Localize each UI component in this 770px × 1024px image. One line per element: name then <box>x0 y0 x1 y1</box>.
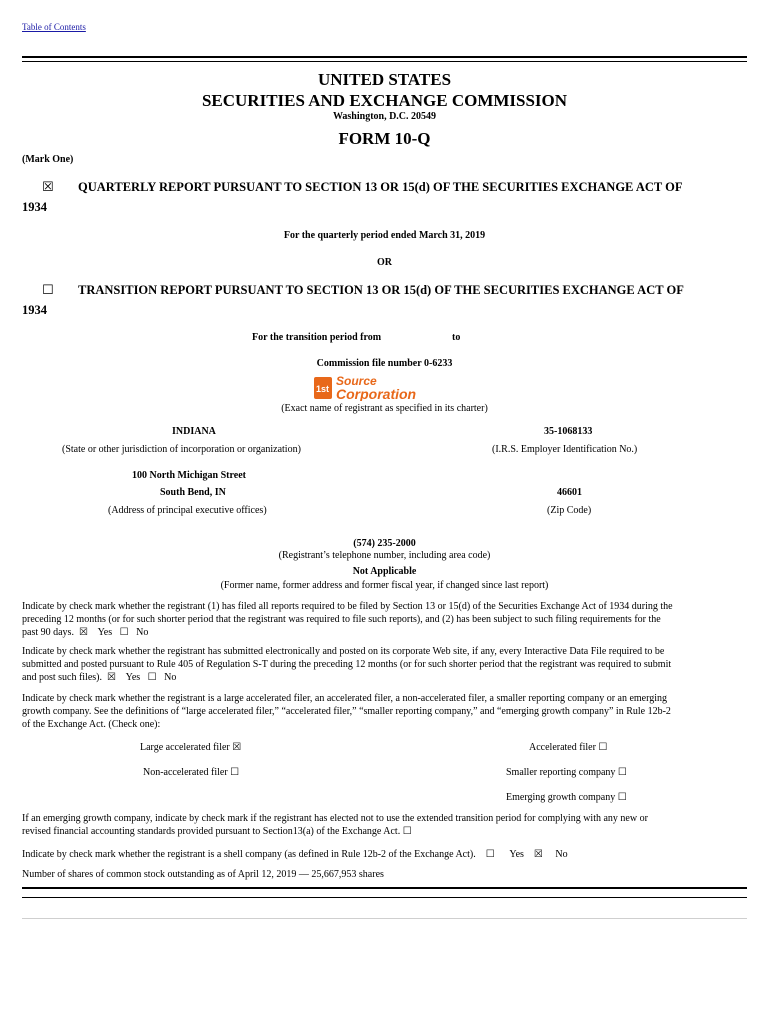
registrant-name-caption: (Exact name of registrant as specified in its charter) <box>281 403 488 414</box>
mark-one-label: (Mark One) <box>22 154 74 165</box>
non-accelerated-filer-checkbox-icon: ☐ <box>230 767 240 778</box>
top-rule-thick <box>22 56 747 58</box>
para3-line2: growth company. See the definitions of “large accelerated filer,” “accelerated filer,” “smaller reporting company,” and “emerging growth company” in Rule 12b-2 <box>22 706 671 717</box>
para1-line2: preceding 12 months (or for such shorter period that the registrant was required to file such reports), and (2) has been subject to such filing requirements for the <box>22 614 661 625</box>
zip-caption: (Zip Code) <box>547 505 592 516</box>
para1-yes-label: Yes <box>97 627 113 638</box>
address-line2: South Bend, IN <box>160 487 226 498</box>
para2-line3 <box>22 671 747 684</box>
smaller-reporting-company-label: Smaller reporting company <box>506 767 616 778</box>
accelerated-filer-checkbox-icon: ☐ <box>598 742 608 753</box>
title-sec: SECURITIES AND EXCHANGE COMMISSION <box>201 91 568 110</box>
title-united-states: UNITED STATES <box>317 70 452 89</box>
bottom-rule-thick <box>22 887 747 889</box>
table-of-contents-link[interactable]: Table of Contents <box>22 22 86 32</box>
shell-company-line <box>22 849 568 860</box>
para3-line1: Indicate by check mark whether the registrant is a large accelerated filer, an accelerated filer, a non-accelerated filer, a smaller reporting company or an emerging <box>22 693 668 704</box>
logo-bottom-word: Corporation <box>336 386 417 401</box>
shares-outstanding: Number of shares of common stock outstanding as of April 12, 2019 — 25,667,953 shares <box>22 869 384 880</box>
filing-requirements-paragraph <box>22 600 747 639</box>
para1-yes-checkbox-icon: ☒ <box>78 627 88 638</box>
para5-yes-checkbox-icon: ☐ <box>485 849 495 860</box>
para5-yes-label: Yes <box>509 849 524 860</box>
address-caption: (Address of principal executive offices) <box>108 505 267 516</box>
para2-no-label: No <box>164 672 177 683</box>
emerging-growth-company-checkbox-icon: ☐ <box>617 792 627 803</box>
large-accelerated-filer-label: Large accelerated filer <box>140 742 230 753</box>
para5-no-label: No <box>555 849 568 860</box>
transition-report-heading: TRANSITION REPORT PURSUANT TO SECTION 13 OR 15(d) OF THE SECURITIES EXCHANGE ACT OF <box>78 283 684 297</box>
large-accelerated-filer <box>140 742 241 753</box>
para1-line3 <box>22 626 747 639</box>
large-accelerated-filer-checkbox-icon: ☒ <box>232 742 242 753</box>
page-break-rule <box>22 918 747 919</box>
emerging-growth-paragraph <box>22 812 747 838</box>
quarterly-period: For the quarterly period ended March 31, 2019 <box>283 230 486 241</box>
para2-line1: Indicate by check mark whether the registrant has submitted electronically and posted on its corporate Web site, if any, every Interactive Data File required to be <box>22 646 665 657</box>
sec-location: Washington, D.C. 20549 <box>332 111 437 122</box>
logo-prefix: 1st <box>316 384 330 394</box>
para1-no-label: No <box>136 627 149 638</box>
non-accelerated-filer-label: Non-accelerated filer <box>143 767 228 778</box>
para4-line2-row <box>22 825 747 838</box>
para4-line2: revised financial accounting standards provided pursuant to Section13(a) of the Exchange Act. <box>22 826 401 837</box>
emerging-growth-company <box>506 792 627 803</box>
para5-text: Indicate by check mark whether the registrant is a shell company (as defined in Rule 12b-2 of the Exchange Act). <box>22 849 476 860</box>
zip-value: 46601 <box>557 487 582 498</box>
former-name-caption: (Former name, former address and former fiscal year, if changed since last report) <box>220 580 549 591</box>
smaller-reporting-company <box>506 767 627 778</box>
company-logo <box>314 373 456 401</box>
accelerated-filer <box>529 742 607 753</box>
transition-checkbox-icon: ☐ <box>42 283 54 298</box>
non-accelerated-filer <box>143 767 239 778</box>
former-name-value: Not Applicable <box>352 566 417 577</box>
state-caption: (State or other jurisdiction of incorporation or organization) <box>62 444 301 455</box>
transition-period-to: to <box>452 332 461 343</box>
para4-checkbox-icon: ☐ <box>402 826 412 837</box>
quarterly-checkbox-icon: ☒ <box>42 180 54 195</box>
state-value: INDIANA <box>172 426 216 437</box>
emerging-growth-company-label: Emerging growth company <box>506 792 616 803</box>
commission-file-number: Commission file number 0-6233 <box>316 358 453 369</box>
filer-status-paragraph <box>22 692 747 731</box>
form-title: FORM 10-Q <box>338 129 431 148</box>
para4-line1: If an emerging growth company, indicate by check mark if the registrant has elected not to use the extended transition period for complying with any new or <box>22 813 648 824</box>
address-line1: 100 North Michigan Street <box>132 470 246 481</box>
para2-line3-text: and post such files). <box>22 672 102 683</box>
phone-caption: (Registrant’s telephone number, including area code) <box>278 550 491 561</box>
transition-year: 1934 <box>22 303 47 317</box>
irs-caption: (I.R.S. Employer Identification No.) <box>492 444 638 455</box>
accelerated-filer-label: Accelerated filer <box>529 742 596 753</box>
para1-line1: Indicate by check mark whether the registrant (1) has filed all reports required to be filed by Section 13 or 15(d) of the Securities Exchange Act of 1934 during the <box>22 601 673 612</box>
smaller-reporting-company-checkbox-icon: ☐ <box>617 767 627 778</box>
logo-top-word: Source <box>336 374 377 388</box>
or-separator: OR <box>377 257 392 268</box>
para2-yes-checkbox-icon: ☒ <box>107 672 116 683</box>
interactive-data-paragraph <box>22 645 747 684</box>
para1-line3-text: past 90 days. <box>22 627 74 638</box>
phone-value: (574) 235-2000 <box>353 538 416 549</box>
para3-line3: of the Exchange Act. (Check one): <box>22 719 161 730</box>
para5-no-checkbox-icon: ☒ <box>533 849 543 860</box>
transition-period-from: For the transition period from <box>252 332 382 343</box>
para2-line2: submitted and posted pursuant to Rule 405 of Regulation S-T during the preceding 12 months (or for such shorter period that the registrant was required to submit <box>22 659 672 670</box>
irs-number: 35-1068133 <box>544 426 593 437</box>
para2-no-checkbox-icon: ☐ <box>147 672 157 683</box>
bottom-rule-thin <box>22 897 747 898</box>
quarterly-report-heading: QUARTERLY REPORT PURSUANT TO SECTION 13 OR 15(d) OF THE SECURITIES EXCHANGE ACT OF <box>78 180 683 194</box>
quarterly-year: 1934 <box>22 200 47 214</box>
para2-yes-label: Yes <box>125 672 141 683</box>
top-rule-thin <box>22 61 747 62</box>
para1-no-checkbox-icon: ☐ <box>119 627 129 638</box>
